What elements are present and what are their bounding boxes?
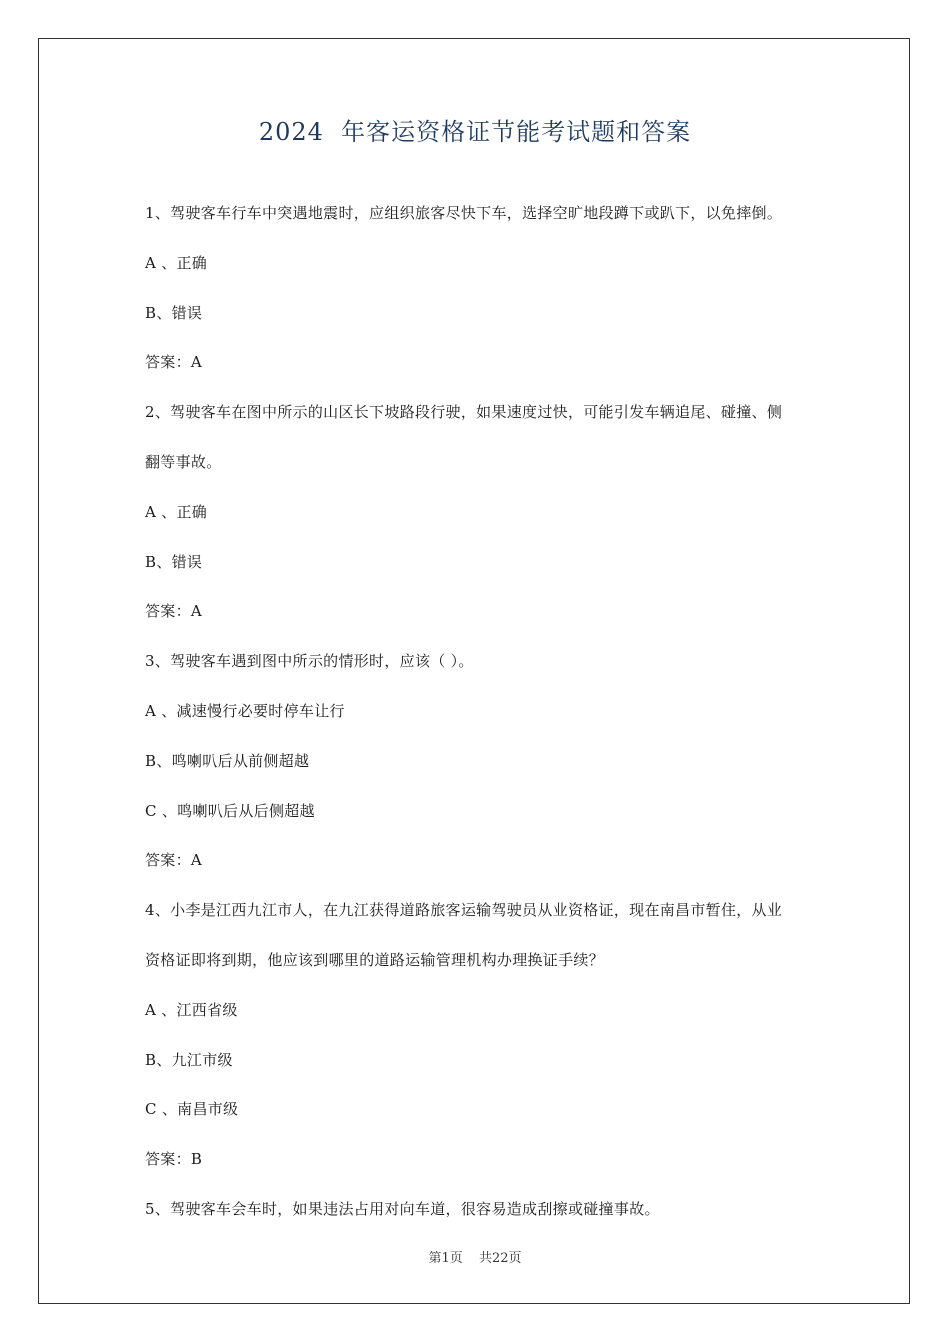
question-2-text: 2、驾驶客车在图中所示的山区长下坡路段行驶，如果速度过快，可能引发车辆追尾、碰撞、侧 [145,403,783,422]
question-2-answer: 答案：A [145,602,203,621]
question-4-text-continued: 资格证即将到期，他应该到哪里的道路运输管理机构办理换证手续？ [145,950,605,969]
question-4-text: 4、小李是江西九江市人，在九江获得道路旅客运输驾驶员从业资格证，现在南昌市暂住，从业 [145,901,783,920]
question-3-option-b: B、鸣喇叭后从前侧超越 [145,751,310,770]
question-3-option-a: A 、减速慢行必要时停车让行 [145,701,345,720]
page-total: 共22页 [478,1251,522,1266]
question-3-text: 3、驾驶客车遇到图中所示的情形时，应该（ ）。 [145,652,474,671]
question-1-text: 1、驾驶客车行车中突遇地震时，应组织旅客尽快下车，选择空旷地段蹲下或趴下，以免摔倒。 [145,204,783,222]
document-body [145,200,815,1246]
question-3-option-c: C 、鸣喇叭后从后侧超越 [145,801,315,820]
question-4-option-c: C 、南昌市级 [145,1100,239,1119]
question-4-answer: 答案：B [145,1150,203,1169]
question-1-option-b: B、错误 [145,303,203,322]
question-2-option-b: B、错误 [145,552,203,571]
question-4-option-a: A 、江西省级 [145,1000,238,1019]
document-title: 2024 年客运资格证节能考试题和答案 [258,118,692,146]
question-4-option-b: B、九江市级 [145,1050,233,1069]
question-5-text: 5、驾驶客车会车时，如果违法占用对向车道，很容易造成刮擦或碰撞事故。 [145,1199,660,1218]
question-3-answer: 答案：A [145,851,203,870]
question-1-option-a: A 、正确 [145,253,208,272]
page-number: 第1页 [428,1251,463,1266]
question-1-answer: 答案：A [145,353,203,372]
question-2-option-a: A 、正确 [145,502,208,521]
question-2-text-continued: 翻等事故。 [145,452,222,471]
page-footer [0,1247,950,1266]
